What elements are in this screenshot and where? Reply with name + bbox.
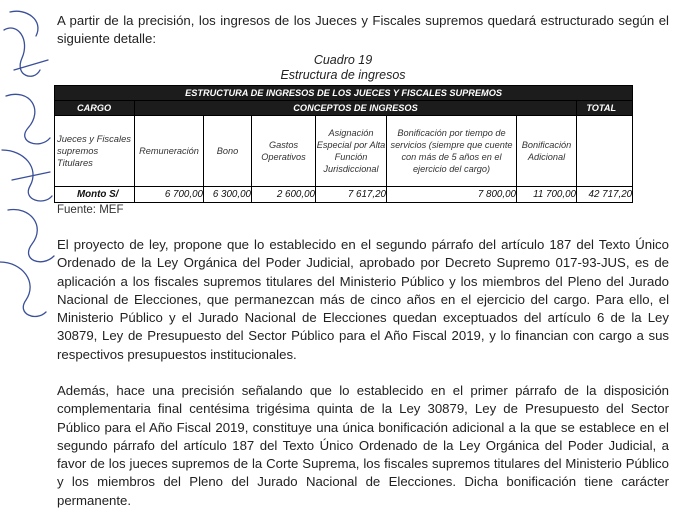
monto-cell: Monto S/ bbox=[55, 187, 135, 203]
label-cell: Gastos Operativos bbox=[252, 116, 316, 187]
label-cell bbox=[577, 116, 633, 187]
label-cell: Bonificación Adicional bbox=[517, 116, 577, 187]
label-cell: Jueces y Fiscales supremos Titulares bbox=[55, 116, 135, 187]
intro-paragraph: A partir de la precisión, los ingresos de los Jueces y Fiscales supremos quedará estructurado según el siguiente detalle: bbox=[57, 13, 669, 47]
table-label-row bbox=[55, 116, 633, 187]
table-header-row-sections bbox=[55, 101, 633, 116]
paragraph-2: El proyecto de ley, propone que lo establecido en el segundo párrafo del artículo 187 del Texto Único Ordenado de la Ley Orgánica del Poder Judicial, aprobado por Decreto Supremo 017-93-JUS, es de aplicación a los fiscales supremos titulares del Ministerio Público y los miembros del Pleno del Jurado Nacional de Elecciones, que permanezcan más de cinco años en el ejercicio del cargo. Para ello, el Ministerio Público y el Jurado Nacional de Elecciones quedan exceptuados del artículo 6 de la Ley 30879, Ley de Presupuesto del Sector Público para el Año Fiscal 2019, y lo financian con cargo a sus respectivos presupuestos institucionales. bbox=[57, 237, 669, 362]
table-header-main: ESTRUCTURA DE INGRESOS DE LOS JUECES Y FISCALES SUPREMOS bbox=[55, 86, 633, 101]
monto-cell: 42 717,20 bbox=[577, 187, 633, 203]
monto-cell: 7 617,20 bbox=[316, 187, 387, 203]
label-cell: Bono bbox=[204, 116, 252, 187]
header-cargo: CARGO bbox=[55, 101, 135, 116]
paragraph-3: Además, hace una precisión señalando que lo establecido en el primer párrafo de la disposición complementaria final centésima trigésima quinta de la Ley 30879, Ley de Presupuesto del Sector Público para el Año Fiscal 2019, constituye una única bonificación adicional a la que se establece en el segundo párrafo del artículo 187 del Texto Único Ordenado de la Ley Orgánica del Poder Judicial, a favor de los jueces supremos de la Corte Suprema, los fiscales supremos titulares del Ministerio Público y los miembros del Pleno del Jurado Nacional de Elecciones. Dicha bonificación tiene carácter permanente. bbox=[57, 383, 669, 508]
monto-cell: 7 800,00 bbox=[387, 187, 517, 203]
income-structure-table bbox=[54, 85, 633, 203]
header-total: TOTAL bbox=[577, 101, 633, 116]
table-caption-title: Cuadro 19 bbox=[313, 53, 373, 67]
header-conceptos: CONCEPTOS DE INGRESOS bbox=[135, 101, 577, 116]
handwritten-signature bbox=[0, 0, 60, 330]
monto-cell: 11 700,00 bbox=[517, 187, 577, 203]
table-caption-subtitle: Estructura de ingresos bbox=[280, 68, 406, 82]
label-cell: Remuneración bbox=[135, 116, 204, 187]
label-cell: Bonificación por tiempo de servicios (siempre que cuente con más de 5 años en el ejercicio del cargo) bbox=[387, 116, 517, 187]
source-note: Fuente: MEF bbox=[57, 204, 124, 216]
label-cell: Asignación Especial por Alta Función Jurisdiccional bbox=[316, 116, 387, 187]
table-header-row-main bbox=[55, 86, 633, 101]
table-monto-row bbox=[55, 187, 633, 203]
monto-cell: 2 600,00 bbox=[252, 187, 316, 203]
monto-cell: 6 700,00 bbox=[135, 187, 204, 203]
monto-cell: 6 300,00 bbox=[204, 187, 252, 203]
